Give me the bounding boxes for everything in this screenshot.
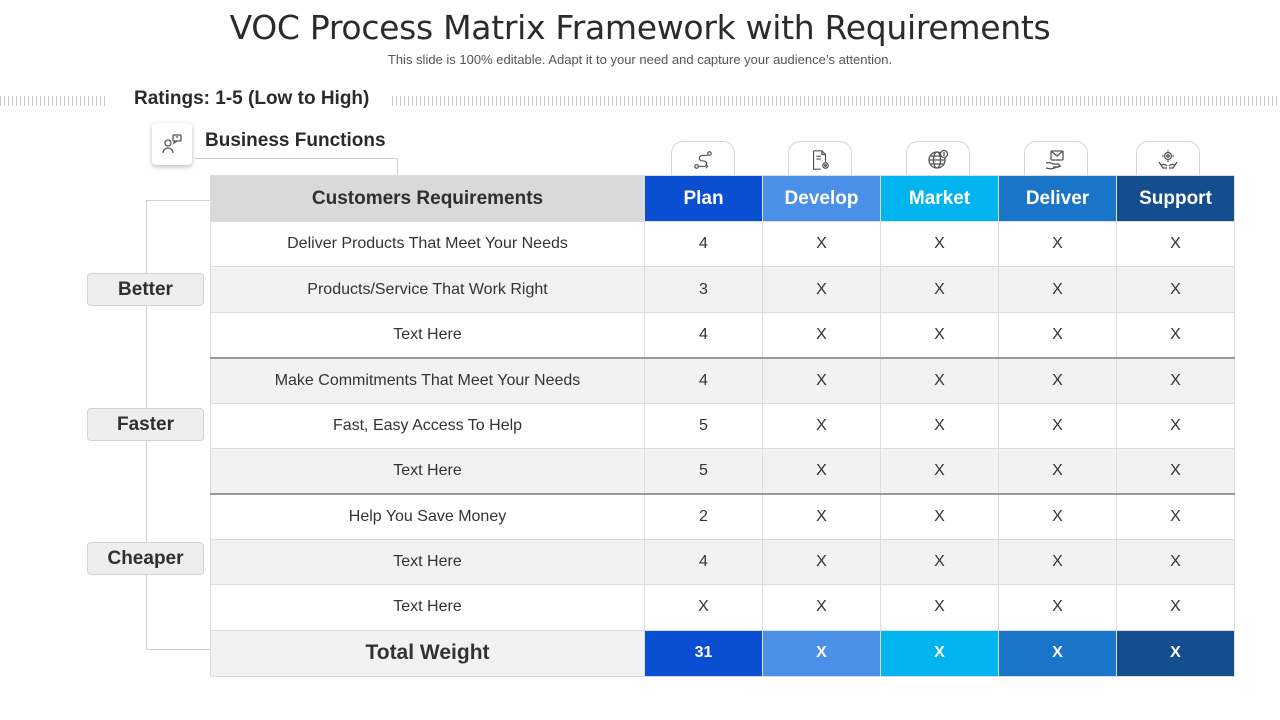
rating-cell: X bbox=[1117, 312, 1235, 357]
group-label-better: Better bbox=[87, 273, 204, 306]
business-functions-label: Business Functions bbox=[205, 130, 386, 151]
rating-cell: X bbox=[999, 403, 1117, 448]
rating-cell: X bbox=[881, 222, 999, 267]
rating-cell: X bbox=[1117, 222, 1235, 267]
decorative-hatch-right bbox=[392, 96, 1280, 106]
table-row bbox=[211, 403, 1235, 448]
rating-cell: X bbox=[881, 494, 999, 539]
rating-cell: X bbox=[763, 585, 881, 630]
column-header-develop: Develop bbox=[763, 176, 881, 222]
rating-cell: X bbox=[763, 222, 881, 267]
rating-cell: 4 bbox=[645, 539, 763, 584]
total-cell-market: X bbox=[881, 630, 999, 676]
rating-cell: X bbox=[881, 585, 999, 630]
requirement-cell: Products/Service That Work Right bbox=[211, 267, 645, 312]
column-header-support: Support bbox=[1117, 176, 1235, 222]
table-row bbox=[211, 539, 1235, 584]
ratings-label: Ratings: 1-5 (Low to High) bbox=[134, 88, 370, 109]
rating-cell: X bbox=[881, 403, 999, 448]
rating-cell: X bbox=[763, 539, 881, 584]
table-header-row bbox=[211, 176, 1235, 222]
rating-cell: X bbox=[1117, 403, 1235, 448]
requirement-cell: Deliver Products That Meet Your Needs bbox=[211, 222, 645, 267]
rating-cell: X bbox=[1117, 494, 1235, 539]
requirement-cell: Help You Save Money bbox=[211, 494, 645, 539]
table-row bbox=[211, 267, 1235, 312]
group-label-cheaper: Cheaper bbox=[87, 542, 204, 575]
requirement-cell: Text Here bbox=[211, 448, 645, 493]
requirement-cell: Make Commitments That Meet Your Needs bbox=[211, 358, 645, 403]
column-header-requirements: Customers Requirements bbox=[211, 176, 645, 222]
total-cell-develop: X bbox=[763, 630, 881, 676]
column-header-deliver: Deliver bbox=[999, 176, 1117, 222]
total-cell-deliver: X bbox=[999, 630, 1117, 676]
business-functions-icon bbox=[152, 123, 192, 165]
rating-cell: X bbox=[881, 267, 999, 312]
rating-cell: X bbox=[999, 358, 1117, 403]
total-label: Total Weight bbox=[211, 630, 645, 676]
rating-cell: X bbox=[1117, 358, 1235, 403]
total-row bbox=[211, 630, 1235, 676]
rating-cell: X bbox=[999, 539, 1117, 584]
table-row bbox=[211, 358, 1235, 403]
table-row bbox=[211, 585, 1235, 630]
rating-cell: X bbox=[999, 494, 1117, 539]
rating-cell: X bbox=[999, 585, 1117, 630]
rating-cell: X bbox=[881, 539, 999, 584]
rating-cell: X bbox=[763, 358, 881, 403]
hand-envelope-icon bbox=[1024, 141, 1088, 177]
rating-cell: X bbox=[1117, 448, 1235, 493]
route-icon bbox=[671, 141, 735, 177]
table-row bbox=[211, 222, 1235, 267]
rating-cell: 4 bbox=[645, 222, 763, 267]
hands-gear-icon bbox=[1136, 141, 1200, 177]
business-functions-connector bbox=[397, 158, 398, 176]
slide-title: VOC Process Matrix Framework with Requirements bbox=[229, 8, 1051, 47]
business-functions-underline bbox=[195, 158, 398, 159]
rating-cell: X bbox=[1117, 539, 1235, 584]
rating-cell: X bbox=[881, 358, 999, 403]
voc-matrix-table bbox=[210, 175, 1235, 677]
rating-cell: X bbox=[763, 267, 881, 312]
slide-subtitle: This slide is 100% editable. Adapt it to your need and capture your audience’s attention. bbox=[387, 52, 893, 67]
rating-cell: 3 bbox=[645, 267, 763, 312]
rating-cell: X bbox=[1117, 585, 1235, 630]
rating-cell: X bbox=[763, 403, 881, 448]
group-label-faster: Faster bbox=[87, 408, 204, 441]
total-cell-support: X bbox=[1117, 630, 1235, 676]
rating-cell: X bbox=[763, 312, 881, 357]
rating-cell: X bbox=[999, 312, 1117, 357]
rating-cell: 2 bbox=[645, 494, 763, 539]
table-row bbox=[211, 448, 1235, 493]
rating-cell: 5 bbox=[645, 403, 763, 448]
rating-cell: X bbox=[1117, 267, 1235, 312]
requirement-cell: Text Here bbox=[211, 585, 645, 630]
rating-cell: X bbox=[763, 494, 881, 539]
rating-cell: X bbox=[881, 312, 999, 357]
total-cell-plan: 31 bbox=[645, 630, 763, 676]
column-header-plan: Plan bbox=[645, 176, 763, 222]
rating-cell: X bbox=[881, 448, 999, 493]
rating-cell: 5 bbox=[645, 448, 763, 493]
rating-cell: X bbox=[999, 222, 1117, 267]
requirement-cell: Text Here bbox=[211, 539, 645, 584]
rating-cell: X bbox=[999, 267, 1117, 312]
rating-cell: X bbox=[645, 585, 763, 630]
requirement-cell: Text Here bbox=[211, 312, 645, 357]
rating-cell: 4 bbox=[645, 312, 763, 357]
column-header-market: Market bbox=[881, 176, 999, 222]
rating-cell: 4 bbox=[645, 358, 763, 403]
table-row bbox=[211, 494, 1235, 539]
table-row bbox=[211, 312, 1235, 357]
document-gear-icon bbox=[788, 141, 852, 177]
requirement-cell: Fast, Easy Access To Help bbox=[211, 403, 645, 448]
globe-dollar-icon bbox=[906, 141, 970, 177]
rating-cell: X bbox=[763, 448, 881, 493]
rating-cell: X bbox=[999, 448, 1117, 493]
decorative-hatch-left bbox=[0, 96, 106, 106]
